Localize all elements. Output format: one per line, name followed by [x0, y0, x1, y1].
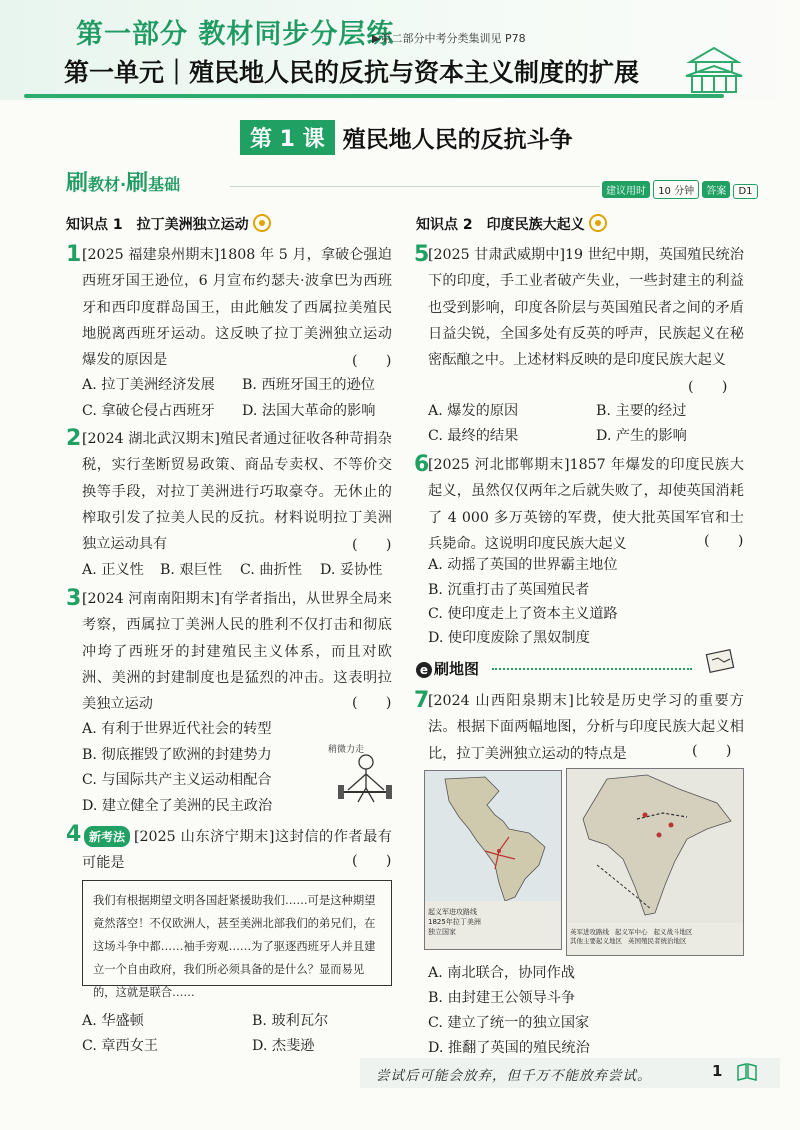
weightlifter-doodle-icon	[326, 740, 394, 808]
question-2-option-b[interactable]: B. 艰巨性	[160, 562, 223, 578]
question-1-option-c[interactable]: C. 拿破仑侵占西班牙	[82, 403, 215, 419]
section-dot: ·	[120, 175, 127, 194]
unit-title: 第一单元｜殖民地人民的反抗与资本主义制度的扩展	[64, 58, 640, 87]
question-6-option-c[interactable]: C. 使印度走上了资本主义道路	[428, 606, 618, 622]
map-section-title: 刷地图	[434, 660, 480, 678]
map2-legend-item: 英军进攻路线	[570, 928, 609, 936]
doodle-caption: 稍微力走	[328, 745, 365, 755]
section-rule	[230, 186, 600, 187]
question-2-number: 2	[66, 426, 82, 451]
knowledge-point-1	[66, 214, 271, 234]
section-shua-2: 刷	[126, 171, 149, 196]
question-1-option-b[interactable]: B. 西班牙国王的逊位	[242, 377, 375, 393]
question-4-option-b[interactable]: B. 玻利瓦尔	[252, 1013, 329, 1029]
question-3-option-b[interactable]: B. 彻底摧毁了欧洲的封建势力	[82, 747, 272, 763]
question-4-answer-blank[interactable]: ( )	[352, 853, 392, 869]
question-4-text: [2025 山东济宁期末]这封信的作者最有可能是	[82, 829, 392, 872]
india-map-legend	[567, 927, 743, 947]
map1-legend-item: 独立国家	[428, 928, 456, 936]
latin-america-map	[424, 770, 562, 950]
cross-reference[interactable]: ▶第二部分中考分类集训见 P78	[372, 32, 526, 45]
question-3-text: [2024 河南南阳期末]有学者指出，从世界全局来考察，西属拉丁美洲人民的胜利不仅打击和彻底冲垮了西班牙的封建殖民主义体系，而且对欧洲、美洲的封建制度也是猛烈的冲击。这表明拉美独立运动	[82, 591, 392, 713]
temple-building-icon	[682, 40, 746, 96]
new-exam-badge: 新考法	[84, 826, 130, 847]
time-value: 10 分钟	[653, 180, 699, 199]
question-2-answer-blank[interactable]: ( )	[352, 537, 392, 553]
latin-america-map-legend	[425, 905, 561, 939]
section-jiaocai: 教材	[88, 175, 121, 194]
question-7-number: 7	[414, 688, 430, 713]
question-4-number: 4	[66, 822, 82, 847]
map2-legend-item: 起义军中心	[615, 928, 648, 936]
map1-legend-item: 1825年拉丁美洲	[428, 918, 481, 926]
question-4-option-c[interactable]: C. 章西女王	[82, 1038, 159, 1054]
question-4-option-d[interactable]: D. 杰斐逊	[252, 1038, 315, 1054]
question-6-answer-blank[interactable]: ( )	[704, 533, 744, 549]
knowledge-point-1-label: 知识点 1 拉丁美洲独立运动	[66, 217, 249, 233]
question-5-number: 5	[414, 242, 430, 267]
answer-page[interactable]: D1	[733, 184, 757, 199]
answer-label: 答案	[702, 181, 730, 198]
map1-legend-item: 起义军进攻路线	[428, 908, 477, 916]
question-5-option-b[interactable]: B. 主要的经过	[596, 403, 687, 419]
header-rule	[24, 94, 724, 98]
question-1-answer-blank[interactable]: ( )	[352, 353, 392, 369]
question-7-option-c[interactable]: C. 建立了统一的独立国家	[428, 1015, 590, 1031]
question-6-option-b[interactable]: B. 沉重打击了英国殖民者	[428, 582, 590, 598]
question-6-number: 6	[414, 452, 430, 477]
map2-legend-item: 起义战斗地区	[653, 928, 693, 936]
question-5-option-d[interactable]: D. 产生的影响	[596, 428, 687, 444]
time-answer-tags	[602, 180, 758, 199]
part-title: 第一部分 教材同步分层练	[76, 19, 395, 50]
question-7-text: [2024 山西阳泉期末]比较是历史学习的重要方法。根据下面两幅地图，分析与印度民族大起义相比，拉丁美洲独立运动的特点是	[428, 693, 744, 762]
map-section-heading	[416, 658, 479, 679]
question-7-option-b[interactable]: B. 由封建王公领导斗争	[428, 990, 576, 1006]
question-5-answer-blank[interactable]: ( )	[688, 379, 728, 395]
section-heading	[66, 166, 180, 197]
question-1-option-d[interactable]: D. 法国大革命的影响	[242, 403, 376, 419]
map-section-rule	[492, 668, 692, 670]
section-jichu: 基础	[148, 175, 181, 194]
page-number: 1	[712, 1062, 723, 1080]
question-1-text: [2025 福建泉州期末]1808 年 5 月，拿破仑强迫西班牙国王逊位，6 月宣布约瑟夫·波拿巴为西班牙和西印度群岛国王，由此触发了西属拉美殖民地脱离西班牙运动。这反映了拉丁美洲独立运动爆发的原因是	[82, 247, 392, 369]
lesson-title	[240, 120, 573, 156]
question-4-option-a[interactable]: A. 华盛顿	[82, 1013, 144, 1029]
question-7-option-a[interactable]: A. 南北联合，协同作战	[428, 965, 575, 981]
question-3-number: 3	[66, 586, 82, 611]
map2-legend-item: 英国殖民者统治地区	[628, 937, 687, 945]
letter-excerpt: 我们有根据期望文明各国赶紧援助我们……可是这种期望竟然落空！不仅欧洲人，甚至美洲北部我们的弟兄们，在这场斗争中都……袖手旁观……为了驱逐西班牙人并且建立一个自由政府，我们所必须具备的是什么？显而易见的，这就是联合……	[82, 880, 392, 986]
question-6-text: [2025 河北邯郸期末]1857 年爆发的印度民族大起义，虽然仅仅两年之后就失败了，却使英国消耗了 4 000 多万英镑的军费，使大批英国军官和士兵毙命。这说明印度民族大起义	[428, 457, 744, 552]
question-2-text: [2024 湖北武汉期末]殖民者通过征收各种苛捐杂税，实行垄断贸易政策、商品专卖权、不等价交换等手段，对拉丁美洲进行巧取豪夺。无休止的榨取引发了拉美人民的反抗。材料说明拉丁美洲独立运动具有	[82, 431, 392, 553]
latin-america-map-graphic	[425, 771, 561, 901]
question-7-answer-blank[interactable]: ( )	[692, 743, 732, 759]
question-2-option-a[interactable]: A. 正义性	[82, 562, 144, 578]
question-5-option-c[interactable]: C. 最终的结果	[428, 428, 519, 444]
question-1-option-a[interactable]: A. 拉丁美洲经济发展	[82, 377, 215, 393]
target-icon	[589, 214, 607, 232]
question-2-option-c[interactable]: C. 曲折性	[240, 562, 302, 578]
question-7-option-d[interactable]: D. 推翻了英国的殖民统治	[428, 1040, 590, 1056]
question-3-answer-blank[interactable]: ( )	[352, 695, 392, 711]
map2-legend-item: 其他主要起义地区	[570, 937, 622, 945]
question-6-option-d[interactable]: D. 使印度废除了黑奴制度	[428, 630, 590, 646]
india-map-graphic	[567, 769, 743, 923]
question-3-option-d[interactable]: D. 建立健全了美洲的民主政治	[82, 798, 273, 814]
footer-motto: 尝试后可能会放弃，但千万不能放弃尝试。	[376, 1068, 652, 1084]
knowledge-point-2-label: 知识点 2 印度民族大起义	[416, 217, 585, 233]
book-icon	[736, 1062, 758, 1082]
question-5-text: [2025 甘肃武威期中]19 世纪中期，英国殖民统治下的印度，手工业者破产失业，一些封建主的利益也受到影响，印度各阶层与英国殖民者之间的矛盾日益尖锐，全国多处有反英的呼声，民族起义在秘密酝酿之中。上述材料反映的是印度民族大起义	[428, 247, 744, 369]
lesson-name: 殖民地人民的反抗斗争	[342, 126, 573, 153]
map-scroll-icon	[702, 648, 738, 674]
question-5-option-a[interactable]: A. 爆发的原因	[428, 403, 519, 419]
lesson-badge: 第 1 课	[240, 120, 335, 155]
section-shua-1: 刷	[66, 171, 89, 196]
india-map	[566, 768, 744, 956]
question-1-number: 1	[66, 242, 82, 267]
knowledge-point-2	[416, 214, 607, 234]
question-6-option-a[interactable]: A. 动摇了英国的世界霸主地位	[428, 557, 618, 573]
time-label: 建议用时	[602, 181, 650, 198]
target-icon	[253, 214, 271, 232]
question-2-option-d[interactable]: D. 妥协性	[320, 562, 383, 578]
question-3-option-a[interactable]: A. 有利于世界近代社会的转型	[82, 721, 272, 737]
map-section-icon: e	[416, 662, 432, 678]
question-3-option-c[interactable]: C. 与国际共产主义运动相配合	[82, 772, 272, 788]
